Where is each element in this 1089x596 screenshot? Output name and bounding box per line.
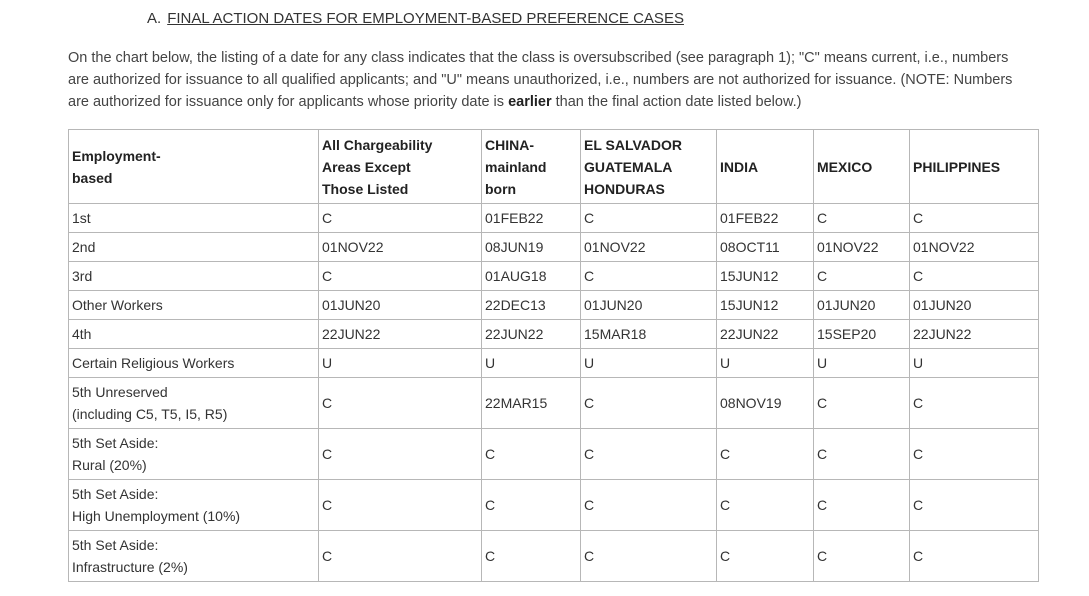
row-label bbox=[69, 480, 319, 531]
row-label-line: 2nd bbox=[72, 239, 96, 255]
table-cell: C bbox=[482, 531, 581, 582]
table-header-row bbox=[69, 130, 1039, 204]
table-cell: 01NOV22 bbox=[814, 233, 910, 262]
table-cell: 08JUN19 bbox=[482, 233, 581, 262]
row-label-line: 4th bbox=[72, 326, 92, 342]
column-header-line: Areas Except bbox=[322, 158, 411, 175]
row-label-line: Rural (20%) bbox=[72, 457, 147, 473]
table-cell: C bbox=[581, 480, 717, 531]
section-heading bbox=[147, 10, 684, 27]
row-label-line: Certain Religious Workers bbox=[72, 355, 235, 371]
column-header-line: MEXICO bbox=[817, 158, 873, 175]
table-cell: U bbox=[910, 349, 1039, 378]
table-cell: C bbox=[319, 204, 482, 233]
table-cell: C bbox=[910, 480, 1039, 531]
column-header-0 bbox=[69, 130, 319, 204]
table-cell: C bbox=[910, 378, 1039, 429]
row-label-line: 5th Set Aside: bbox=[72, 435, 159, 451]
column-header-line: born bbox=[485, 180, 517, 197]
column-header-line: PHILIPPINES bbox=[913, 158, 1001, 175]
table-row bbox=[69, 262, 1039, 291]
table-cell: C bbox=[814, 262, 910, 291]
table-cell: C bbox=[319, 429, 482, 480]
column-header-line: All Chargeability bbox=[322, 136, 433, 153]
table-cell: U bbox=[814, 349, 910, 378]
table-cell: 08NOV19 bbox=[717, 378, 814, 429]
row-label bbox=[69, 349, 319, 378]
table-body bbox=[69, 204, 1039, 582]
table-cell: 15JUN12 bbox=[717, 262, 814, 291]
row-label bbox=[69, 378, 319, 429]
row-label bbox=[69, 531, 319, 582]
row-label-line: 5th Unreserved bbox=[72, 384, 168, 400]
table-cell: C bbox=[814, 204, 910, 233]
column-header-line: mainland bbox=[485, 158, 547, 175]
table-cell: 22DEC13 bbox=[482, 291, 581, 320]
row-label-line: 5th Set Aside: bbox=[72, 537, 159, 553]
table-cell: C bbox=[717, 429, 814, 480]
row-label-line: High Unemployment (10%) bbox=[72, 508, 241, 524]
table-cell: U bbox=[319, 349, 482, 378]
table-cell: C bbox=[482, 480, 581, 531]
table-cell: C bbox=[814, 429, 910, 480]
row-label bbox=[69, 291, 319, 320]
table-cell: 01FEB22 bbox=[717, 204, 814, 233]
row-label-line: Other Workers bbox=[72, 297, 163, 313]
table-cell: 15JUN12 bbox=[717, 291, 814, 320]
row-label bbox=[69, 204, 319, 233]
table-row bbox=[69, 349, 1039, 378]
table-cell: 01NOV22 bbox=[581, 233, 717, 262]
table-cell: C bbox=[319, 531, 482, 582]
table-cell: C bbox=[814, 378, 910, 429]
final-action-dates-table bbox=[68, 129, 1039, 582]
table-cell: C bbox=[717, 531, 814, 582]
column-header-line: EL SALVADOR bbox=[584, 136, 683, 153]
table-row bbox=[69, 320, 1039, 349]
table-cell: C bbox=[482, 429, 581, 480]
table-cell: 01NOV22 bbox=[910, 233, 1039, 262]
table-cell: C bbox=[319, 480, 482, 531]
table-cell: C bbox=[910, 262, 1039, 291]
intro-bold-text: earlier bbox=[508, 94, 552, 110]
row-label bbox=[69, 429, 319, 480]
table-cell: C bbox=[319, 378, 482, 429]
table-cell: 01JUN20 bbox=[814, 291, 910, 320]
table-cell: C bbox=[581, 429, 717, 480]
row-label bbox=[69, 320, 319, 349]
column-header-1 bbox=[319, 130, 482, 204]
table-cell: 22MAR15 bbox=[482, 378, 581, 429]
table-row bbox=[69, 233, 1039, 262]
table-cell: 15MAR18 bbox=[581, 320, 717, 349]
table-cell: C bbox=[814, 480, 910, 531]
table-cell: 01JUN20 bbox=[581, 291, 717, 320]
table-cell: C bbox=[581, 531, 717, 582]
table-cell: 22JUN22 bbox=[319, 320, 482, 349]
table-cell: C bbox=[910, 204, 1039, 233]
column-header-5 bbox=[814, 130, 910, 204]
table-cell: U bbox=[482, 349, 581, 378]
table-cell: U bbox=[717, 349, 814, 378]
column-header-4 bbox=[717, 130, 814, 204]
table-cell: U bbox=[581, 349, 717, 378]
table-cell: 01JUN20 bbox=[319, 291, 482, 320]
table-row bbox=[69, 480, 1039, 531]
column-header-line: Employment- bbox=[72, 147, 161, 164]
table-cell: 01FEB22 bbox=[482, 204, 581, 233]
row-label-line: Infrastructure (2%) bbox=[72, 559, 188, 575]
table-row bbox=[69, 378, 1039, 429]
row-label-line: 3rd bbox=[72, 268, 93, 284]
table-cell: 22JUN22 bbox=[910, 320, 1039, 349]
column-header-line: CHINA- bbox=[485, 136, 534, 153]
table-cell: C bbox=[814, 531, 910, 582]
table-row bbox=[69, 204, 1039, 233]
table-cell: C bbox=[581, 378, 717, 429]
row-label bbox=[69, 262, 319, 291]
row-label-line: 5th Set Aside: bbox=[72, 486, 159, 502]
section-letter: A. bbox=[147, 10, 162, 27]
column-header-line: based bbox=[72, 169, 113, 186]
table-cell: 01NOV22 bbox=[319, 233, 482, 262]
table-row bbox=[69, 291, 1039, 320]
table-row bbox=[69, 429, 1039, 480]
table-cell: C bbox=[910, 429, 1039, 480]
section-title: FINAL ACTION DATES FOR EMPLOYMENT-BASED PREFERENCE CASES bbox=[167, 10, 684, 27]
table-cell: C bbox=[581, 262, 717, 291]
table-cell: C bbox=[717, 480, 814, 531]
column-header-line: HONDURAS bbox=[584, 180, 665, 197]
table-cell: 22JUN22 bbox=[482, 320, 581, 349]
row-label bbox=[69, 233, 319, 262]
column-header-line: Those Listed bbox=[322, 180, 409, 197]
intro-text: On the chart below, the listing of a date for any class indicates that the class is oversubscribed (see paragraph 1); "C" means current, i.e., numbers are authorized for issuance to all qualified applicants; and "U" means unauthorized, i.e., numbers are not authorized for issuance. (NOTE: Numbers are authorized for issuance only for applicants whose priority date is bbox=[68, 50, 1013, 110]
table-cell: 08OCT11 bbox=[717, 233, 814, 262]
column-header-line: INDIA bbox=[720, 158, 759, 175]
table-cell: C bbox=[910, 531, 1039, 582]
table-cell: C bbox=[319, 262, 482, 291]
column-header-3 bbox=[581, 130, 717, 204]
table-row bbox=[69, 531, 1039, 582]
intro-text-end: than the final action date listed below.) bbox=[551, 94, 802, 110]
table-cell: 01JUN20 bbox=[910, 291, 1039, 320]
column-header-2 bbox=[482, 130, 581, 204]
table-cell: 01AUG18 bbox=[482, 262, 581, 291]
column-header-line: GUATEMALA bbox=[584, 158, 673, 175]
table-cell: C bbox=[581, 204, 717, 233]
row-label-line: 1st bbox=[72, 210, 91, 226]
row-label-line: (including C5, T5, I5, R5) bbox=[72, 406, 228, 422]
table-cell: 22JUN22 bbox=[717, 320, 814, 349]
table-cell: 15SEP20 bbox=[814, 320, 910, 349]
intro-paragraph bbox=[68, 47, 1028, 113]
column-header-6 bbox=[910, 130, 1039, 204]
